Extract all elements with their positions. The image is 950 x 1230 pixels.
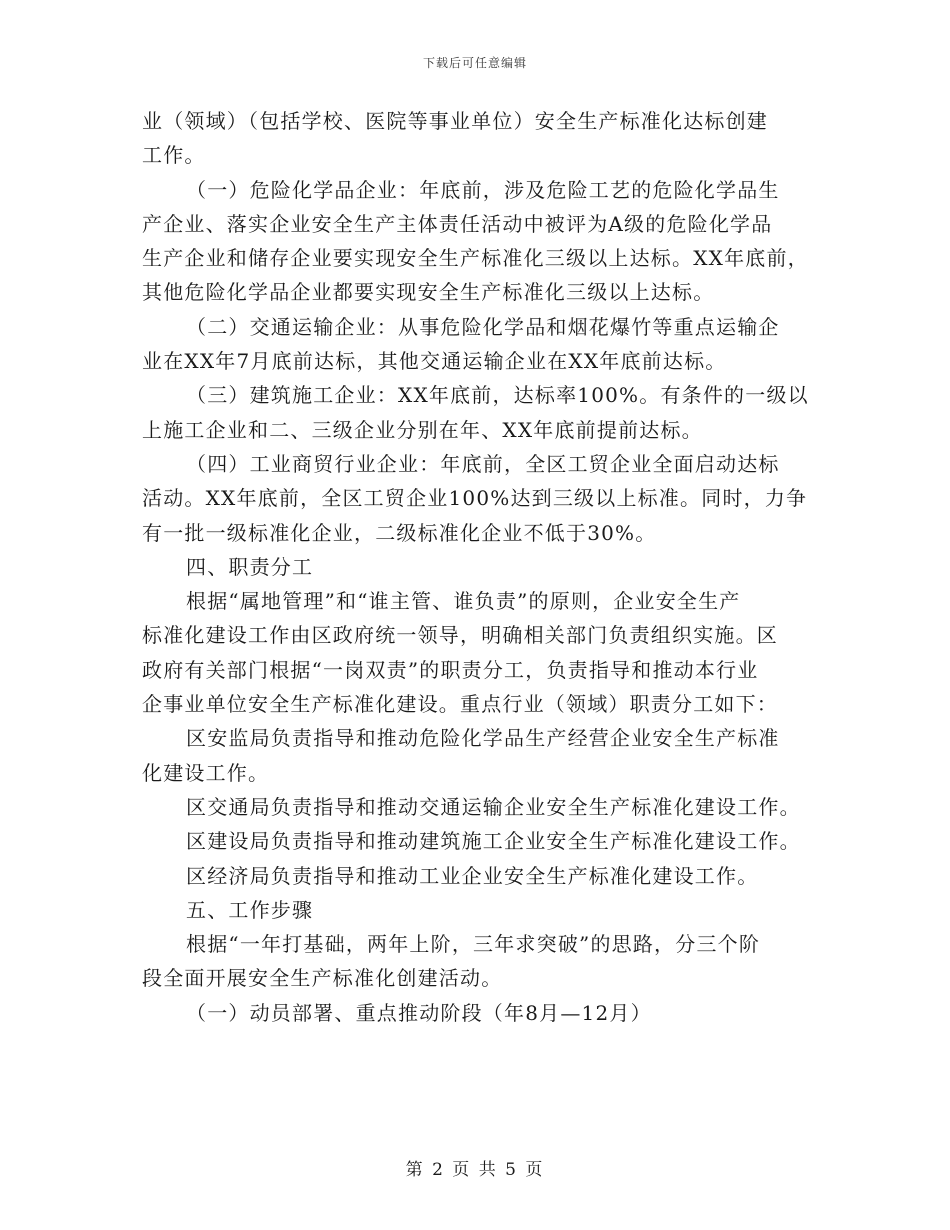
- text-line: 根据“一年打基础，两年上阶，三年求突破”的思路，分三个阶: [186, 932, 761, 957]
- text-line: 上施工企业和二、三级企业分别在年、XX年底前提前达标。: [142, 417, 703, 442]
- page-number-footer: 第 2 页 共 5 页: [405, 1160, 545, 1180]
- text-line: （三）建筑施工企业：XX年底前，达标率100%。有条件的一级以: [186, 383, 809, 408]
- text-line: 有一批一级标准化企业，二级标准化企业不低于30%。: [142, 520, 657, 545]
- text-line: 区安监局负责指导和推动危险化学品生产经营企业安全生产标准: [186, 726, 780, 751]
- text-line: 业（领域）（包括学校、医院等事业单位）安全生产标准化达标创建: [142, 109, 768, 133]
- text-line: 化建设工作。: [142, 760, 270, 785]
- text-line: 标准化建设工作由区政府统一领导，明确相关部门负责组织实施。区: [142, 623, 778, 648]
- text-line: 工作。: [142, 143, 206, 168]
- text-line: 生产企业和储存企业要实现安全生产标准化三级以上达标。XX年底前，: [142, 246, 809, 271]
- text-line: （一）危险化学品企业：年底前，涉及危险工艺的危险化学品生: [186, 177, 780, 202]
- text-line: 产企业、落实企业安全生产主体责任活动中被评为A级的危险化学品: [142, 211, 773, 236]
- text-line: （二）交通运输企业：从事危险化学品和烟花爆竹等重点运输企: [186, 314, 780, 339]
- text-line: 四、职责分工: [186, 554, 314, 579]
- text-line: （四）工业商贸行业企业：年底前，全区工贸企业全面启动达标: [186, 451, 780, 476]
- text-line: 区交通局负责指导和推动交通运输企业安全生产标准化建设工作。: [186, 794, 801, 819]
- text-line: 根据“属地管理”和“谁主管、谁负责”的原则，企业安全生产: [186, 589, 741, 614]
- text-line: 段全面开展安全生产标准化创建活动。: [142, 966, 503, 991]
- text-line: 区经济局负责指导和推动工业企业安全生产标准化建设工作。: [186, 863, 759, 888]
- text-line: 其他危险化学品企业都要实现安全生产标准化三级以上达标。: [142, 280, 715, 305]
- text-line: 区建设局负责指导和推动建筑施工企业安全生产标准化建设工作。: [186, 829, 801, 854]
- text-line: （一）动员部署、重点推动阶段（年8月—12月）: [186, 1000, 652, 1025]
- page-header-note: 下载后可任意编辑: [422, 56, 527, 70]
- text-line: 活动。XX年底前，全区工贸企业100%达到三级以上标准。同时，力争: [142, 486, 808, 511]
- text-line: 企事业单位安全生产标准化建设。重点行业（领域）职责分工如下：: [142, 692, 778, 717]
- text-line: 业在XX年7月底前达标，其他交通运输企业在XX年底前达标。: [142, 349, 727, 374]
- text-line: 五、工作步骤: [186, 897, 314, 922]
- document-body: [142, 104, 814, 1030]
- text-line: 政府有关部门根据“一岗双责”的职责分工，负责指导和推动本行业: [142, 657, 759, 682]
